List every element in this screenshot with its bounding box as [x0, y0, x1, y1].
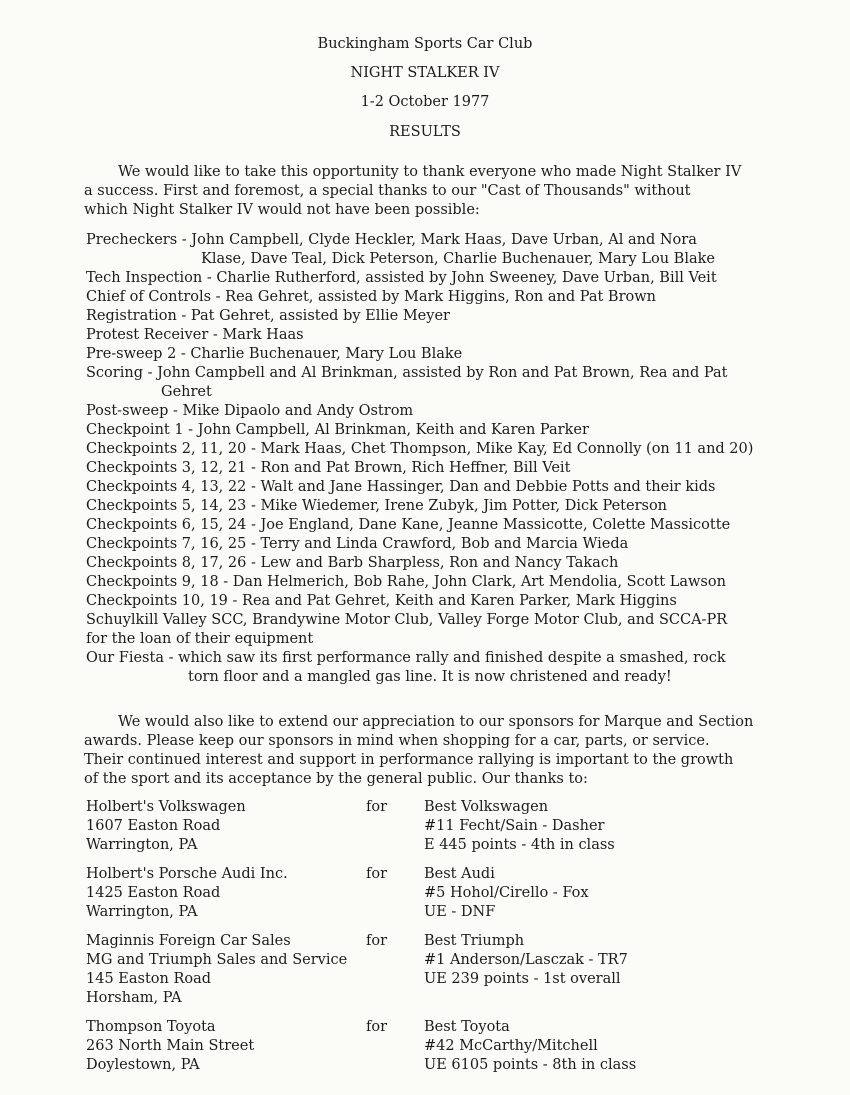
sponsor-award-line: Best Triumph: [424, 933, 525, 949]
sponsor-address-line: Doylestown, PA: [86, 1057, 200, 1073]
credit-line: torn floor and a mangled gas line. It is now christened and ready!: [188, 669, 672, 685]
sponsor-award-line: #1 Anderson/Lasczak - TR7: [424, 952, 628, 968]
sponsor-entry: [86, 865, 786, 922]
sponsor-award: [424, 1018, 786, 1075]
sponsor-address-line: Warrington, PA: [86, 837, 198, 853]
appreciation-line: Their continued interest and support in performance rallying is important to the growth: [84, 752, 734, 768]
credit-line: Checkpoints 10, 19 - Rea and Pat Gehret, Keith and Karen Parker, Mark Higgins: [86, 593, 677, 609]
sponsor-award-line: Best Volkswagen: [424, 799, 549, 815]
sponsor-award-line: UE 6105 points - 8th in class: [424, 1057, 637, 1073]
sponsor-award-line: E 445 points - 4th in class: [424, 837, 615, 853]
credit-line: Checkpoints 9, 18 - Dan Helmerich, Bob Rahe, John Clark, Art Mendolia, Scott Lawson: [86, 574, 726, 590]
intro-line: a success. First and foremost, a special thanks to our "Cast of Thousands" without: [84, 183, 691, 199]
sponsor-award-line: UE - DNF: [424, 904, 496, 920]
credit-line: Checkpoints 3, 12, 21 - Ron and Pat Brown, Rich Heffner, Bill Veit: [86, 460, 571, 476]
sponsor-address: [86, 798, 366, 855]
credit-line: Precheckers - John Campbell, Clyde Heckler, Mark Haas, Dave Urban, Al and Nora: [86, 232, 697, 248]
sponsor-entry: [86, 798, 786, 855]
section-title: RESULTS: [389, 124, 461, 140]
event-title: NIGHT STALKER IV: [350, 65, 500, 81]
credit-line: Checkpoints 6, 15, 24 - Joe England, Dane Kane, Jeanne Massicotte, Colette Massicotte: [86, 517, 731, 533]
sponsor-address: [86, 932, 366, 1008]
credit-line: Checkpoints 7, 16, 25 - Terry and Linda Crawford, Bob and Marcia Wieda: [86, 536, 629, 552]
sponsor-award-line: Best Audi: [424, 866, 495, 882]
credits-list: [86, 231, 806, 687]
event-date: 1-2 October 1977: [360, 94, 490, 110]
sponsor-for-label: for: [366, 799, 388, 815]
sponsors-list: [86, 798, 786, 1085]
credit-line: Tech Inspection - Charlie Rutherford, assisted by John Sweeney, Dave Urban, Bill Veit: [86, 270, 717, 286]
sponsor-award-line: #42 McCarthy/Mitchell: [424, 1038, 598, 1054]
sponsor-address-line: 1607 Easton Road: [86, 818, 221, 834]
sponsor-address-line: MG and Triumph Sales and Service: [86, 952, 348, 968]
sponsor-for-label: for: [366, 1019, 388, 1035]
sponsor-address: [86, 1018, 366, 1075]
credit-line: Gehret: [161, 384, 212, 400]
credit-line: Our Fiesta - which saw its first performance rally and finished despite a smashed, rock: [86, 650, 726, 666]
sponsor-award: [424, 798, 786, 855]
credit-line: Checkpoint 1 - John Campbell, Al Brinkman, Keith and Karen Parker: [86, 422, 589, 438]
credit-line: Checkpoints 5, 14, 23 - Mike Wiedemer, Irene Zubyk, Jim Potter, Dick Peterson: [86, 498, 668, 514]
credit-line: Checkpoints 4, 13, 22 - Walt and Jane Hassinger, Dan and Debbie Potts and their kids: [86, 479, 716, 495]
credit-line: Checkpoints 2, 11, 20 - Mark Haas, Chet Thompson, Mike Kay, Ed Connolly (on 11 and 20): [86, 441, 754, 457]
appreciation-line: awards. Please keep our sponsors in mind when shopping for a car, parts, or service.: [84, 733, 710, 749]
credit-line: Pre-sweep 2 - Charlie Buchenauer, Mary Lou Blake: [86, 346, 463, 362]
intro-line: We would like to take this opportunity to thank everyone who made Night Stalker IV: [118, 164, 742, 180]
credit-line: Chief of Controls - Rea Gehret, assisted by Mark Higgins, Ron and Pat Brown: [86, 289, 657, 305]
sponsor-for-label: for: [366, 866, 388, 882]
sponsor-award: [424, 865, 786, 922]
credit-line: Protest Receiver - Mark Haas: [86, 327, 304, 343]
sponsor-address-line: Holbert's Volkswagen: [86, 799, 246, 815]
credit-line: Registration - Pat Gehret, assisted by Ellie Meyer: [86, 308, 450, 324]
sponsor-address-line: Warrington, PA: [86, 904, 198, 920]
sponsor-address-line: Horsham, PA: [86, 990, 182, 1006]
sponsor-entry: [86, 1018, 786, 1075]
sponsor-address-line: 1425 Easton Road: [86, 885, 221, 901]
credit-line: for the loan of their equipment: [86, 631, 314, 647]
sponsor-award-line: #11 Fecht/Sain - Dasher: [424, 818, 605, 834]
sponsor-address-line: Maginnis Foreign Car Sales: [86, 933, 291, 949]
sponsor-address-line: 263 North Main Street: [86, 1038, 255, 1054]
sponsor-award: [424, 932, 786, 1008]
intro-paragraph: [84, 163, 774, 220]
credit-line: Scoring - John Campbell and Al Brinkman, assisted by Ron and Pat Brown, Rea and Pat: [86, 365, 728, 381]
sponsor-address-line: 145 Easton Road: [86, 971, 212, 987]
credit-line: Post-sweep - Mike Dipaolo and Andy Ostrom: [86, 403, 414, 419]
sponsor-award-line: Best Toyota: [424, 1019, 510, 1035]
appreciation-paragraph: [84, 713, 774, 789]
appreciation-line: of the sport and its acceptance by the general public. Our thanks to:: [84, 771, 588, 787]
sponsor-address-line: Thompson Toyota: [86, 1019, 216, 1035]
sponsor-address: [86, 865, 366, 922]
sponsor-award-line: UE 239 points - 1st overall: [424, 971, 621, 987]
sponsor-for-label: for: [366, 933, 388, 949]
credit-line: Klase, Dave Teal, Dick Peterson, Charlie Buchenauer, Mary Lou Blake: [201, 251, 715, 267]
sponsor-entry: [86, 932, 786, 1008]
sponsor-award-line: #5 Hohol/Cirello - Fox: [424, 885, 589, 901]
intro-line: which Night Stalker IV would not have been possible:: [84, 202, 480, 218]
appreciation-line: We would also like to extend our appreciation to our sponsors for Marque and Section: [118, 714, 754, 730]
club-name: Buckingham Sports Car Club: [317, 36, 533, 52]
credit-line: Schuylkill Valley SCC, Brandywine Motor Club, Valley Forge Motor Club, and SCCA-PR: [86, 612, 728, 628]
credit-line: Checkpoints 8, 17, 26 - Lew and Barb Sharpless, Ron and Nancy Takach: [86, 555, 619, 571]
sponsor-address-line: Holbert's Porsche Audi Inc.: [86, 866, 288, 882]
